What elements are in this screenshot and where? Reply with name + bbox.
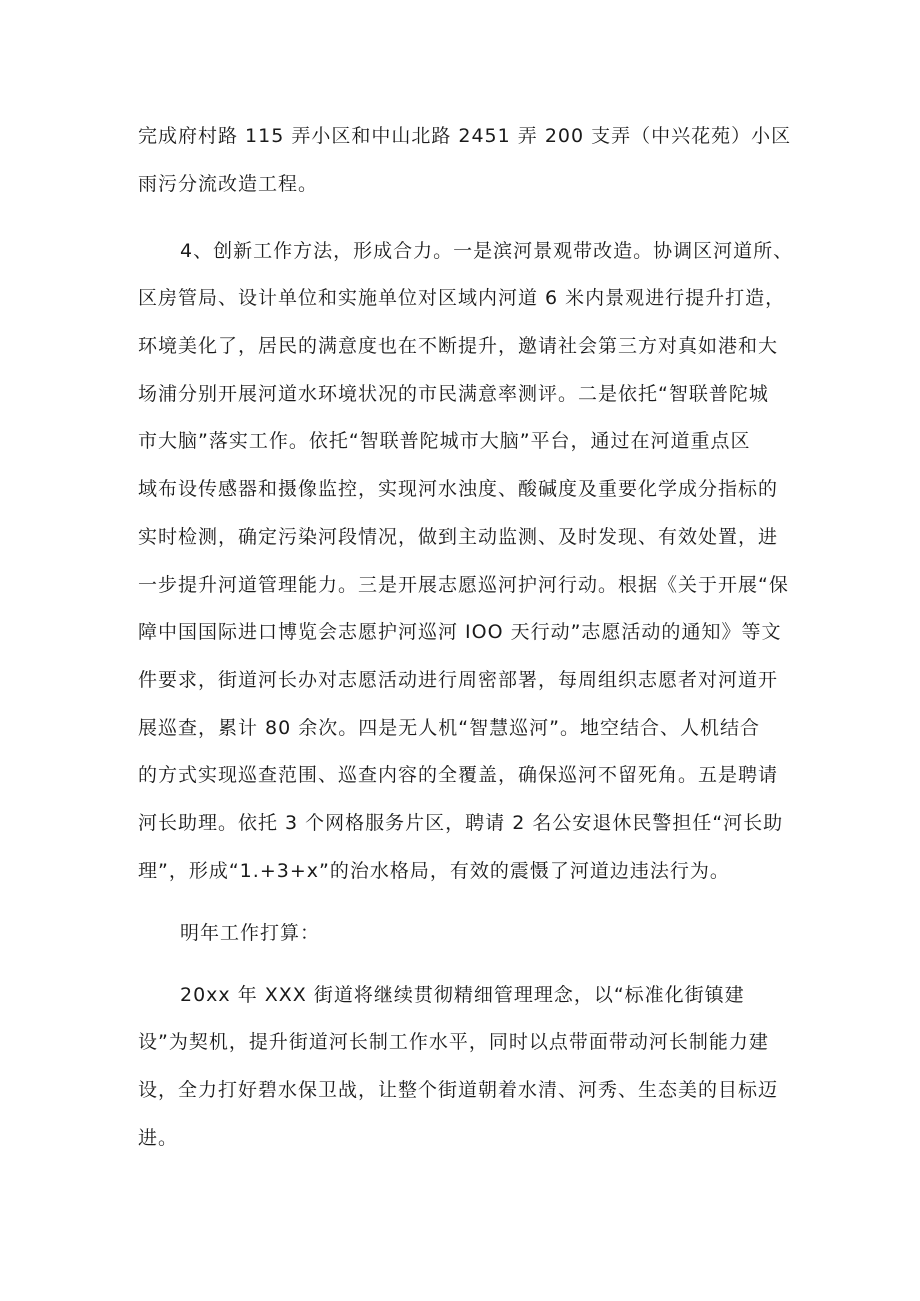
text-line: 区房管局、设计单位和实施单位对区域内河道 6 米内景观进行提升打造，	[138, 287, 786, 309]
text-line: 一步提升河道管理能力。三是开展志愿巡河护河行动。根据《关于开展“保	[138, 574, 789, 596]
text-line: 的方式实现巡查范围、巡查内容的全覆盖，确保巡河不留死角。五是聘请	[138, 764, 779, 786]
text-line: 障中国国际进口博览会志愿护河巡河 IOO 天行动”志愿活动的通知》等文	[138, 621, 782, 643]
text-line: 展巡查，累计 80 余次。四是无人机“智慧巡河”。地空结合、人机结合	[138, 717, 760, 739]
text-line: 设”为契机，提升街道河长制工作水平，同时以点带面带动河长制能力建	[138, 1031, 769, 1053]
section-heading: 明年工作打算：	[180, 922, 321, 944]
text-line: 完成府村路 115 弄小区和中山北路 2451 弄 200 支弄（中兴花苑）小区	[138, 125, 792, 147]
text-line: 场浦分别开展河道水环境状况的市民满意率测评。二是依托“智联普陀城	[138, 383, 769, 405]
text-line: 件要求，街道河长办对志愿活动进行周密部署，每周组织志愿者对河道开	[138, 669, 779, 691]
text-line: 雨污分流改造工程。	[138, 173, 319, 195]
text-line: 实时检测，确定污染河段情况，做到主动监测、及时发现、有效处置，进	[138, 526, 779, 548]
text-line: 进。	[138, 1127, 179, 1149]
paragraph-start-line: 20xx 年 XXX 街道将继续贯彻精细管理理念，以“标准化街镇建	[180, 984, 745, 1006]
paragraph-start-line: 4、创新工作方法，形成合力。一是滨河景观带改造。协调区河道所、	[180, 240, 794, 262]
text-line: 环境美化了，居民的满意度也在不断提升，邀请社会第三方对真如港和大	[138, 335, 779, 357]
text-line: 市大脑”落实工作。依托“智联普陀城市大脑”平台，通过在河道重点区	[138, 430, 751, 452]
text-line: 河长助理。依托 3 个网格服务片区，聘请 2 名公安退休民警担任“河长助	[138, 812, 784, 834]
text-line: 域布设传感器和摄像监控，实现河水浊度、酸碱度及重要化学成分指标的	[138, 478, 779, 500]
text-line: 设，全力打好碧水保卫战，让整个街道朝着水清、河秀、生态美的目标迈	[138, 1079, 779, 1101]
text-line: 理”，形成“1.+3+x”的治水格局，有效的震慑了河道边违法行为。	[138, 860, 730, 882]
